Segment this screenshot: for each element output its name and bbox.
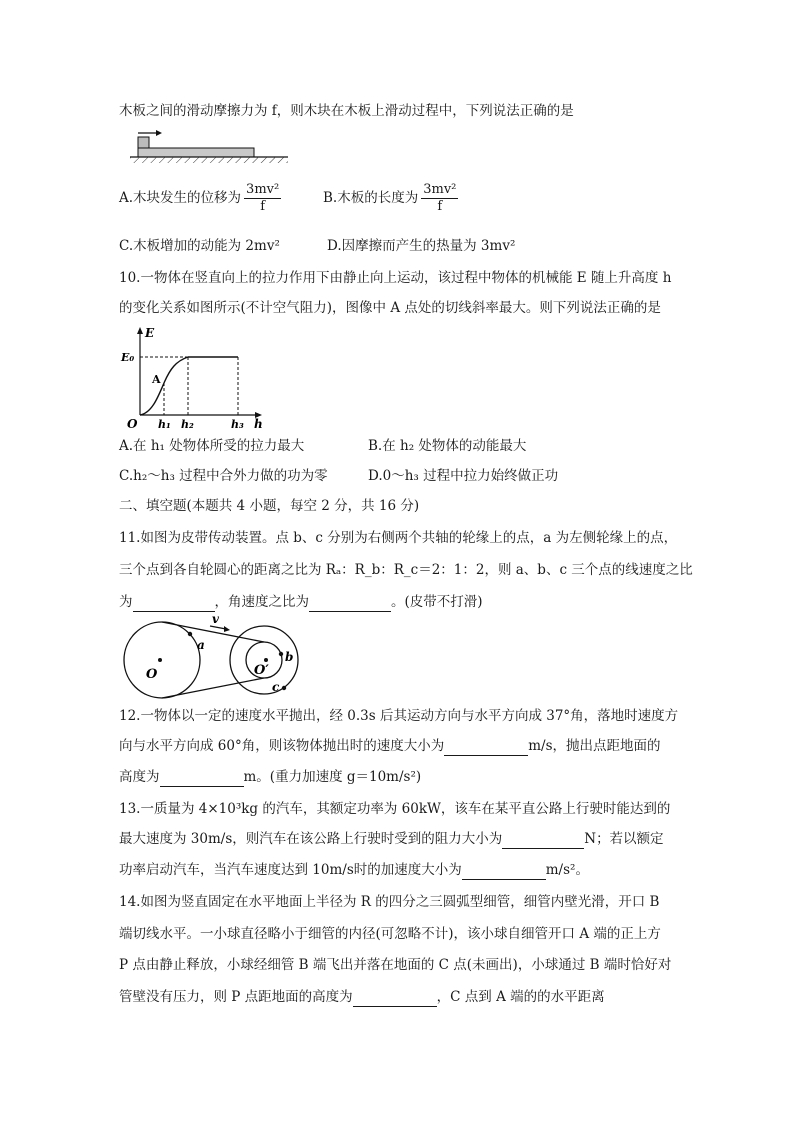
q12-stem-line1: 12.一物体以一定的速度水平抛出，经 0.3s 后其运动方向与水平方向成 37°角，落地时速度方 bbox=[119, 708, 679, 724]
left-center-label: O bbox=[146, 667, 158, 682]
origin-label: O bbox=[127, 417, 138, 431]
q9-option-b: B.木板的长度为 $\frac{\text{3mv²}}{f}$ bbox=[323, 182, 457, 214]
point-c-label: c bbox=[272, 680, 280, 694]
point-a-label: a bbox=[197, 638, 205, 652]
ground-hatch bbox=[130, 157, 288, 163]
answer-blank bbox=[309, 595, 391, 612]
section-2-heading: 二、填空题(本题共 4 小题，每空 2 分，共 16 分) bbox=[119, 498, 420, 514]
y-axis-label: E bbox=[145, 326, 155, 340]
answer-blank bbox=[353, 990, 437, 1007]
velocity-arrowhead-icon bbox=[156, 130, 162, 136]
h1-label: h₁ bbox=[158, 418, 171, 431]
q12-stem-line3: 高度为 m。(重力加速度 g＝10m/s²) bbox=[119, 769, 422, 785]
q9-stem-end: 木板之间的滑动摩擦力为 f，则木块在木板上滑动过程中，下列说法正确的是 bbox=[119, 103, 574, 119]
right-center-dot bbox=[264, 658, 268, 662]
belt-velocity-arrow bbox=[210, 626, 226, 629]
q9-option-d: D.因摩擦而产生的热量为 3mv² bbox=[327, 238, 516, 254]
q11-stem-line3: 为 ，角速度之比为 。(皮带不打滑) bbox=[119, 594, 483, 610]
board bbox=[138, 148, 254, 157]
q13-stem-line2: 最大速度为 30m/s，则汽车在该公路上行驶时受到的阻力大小为 N；若以额定 bbox=[119, 831, 664, 847]
v-label: v bbox=[212, 612, 219, 626]
q9-option-c: C.木板增加的动能为 2mv² bbox=[119, 238, 280, 254]
fraction: $\frac{\text{3mv²}}{f}$ bbox=[423, 182, 457, 214]
q13-stem-line1: 13.一质量为 4×10³kg 的汽车，其额定功率为 60kW，该车在某平直公路上行驶时能达到的 bbox=[119, 801, 671, 817]
q10-option-c: C.h₂～h₃ 过程中合外力做的功为零 bbox=[119, 468, 328, 484]
q13-stem-line3: 功率启动汽车，当汽车速度达到 10m/s时的加速度大小为 m/s²。 bbox=[119, 862, 589, 878]
q11-stem-line1: 11.如图为皮带传动装置。点 b、c 分别为右侧两个共轴的轮缘上的点，a 为左侧轮缘上的点， bbox=[119, 530, 678, 546]
q14-stem-line2: 端切线水平。一小球直径略小于细管的内径(可忽略不计)，该小球自细管开口 A 端的正上方 bbox=[119, 926, 661, 942]
q10-option-a: A.在 h₁ 处物体所受的拉力最大 bbox=[119, 438, 305, 454]
q14-stem-line1: 14.如图为竖直固定在水平地面上半径为 R 的四分之三圆弧型细管，细管内壁光滑，开口 B bbox=[119, 894, 660, 910]
e0-label: E₀ bbox=[121, 351, 135, 364]
belt-bottom bbox=[162, 678, 264, 698]
y-axis-arrow-icon bbox=[137, 327, 143, 334]
q10-energy-height-graph bbox=[118, 325, 268, 433]
right-center-label: O′ bbox=[254, 663, 269, 678]
q12-stem-line2: 向与水平方向成 60°角，则该物体抛出时的速度大小为 m/s，抛出点距地面的 bbox=[119, 738, 661, 754]
point-c-dot bbox=[282, 686, 286, 690]
q10-stem-line1: 10.一物体在竖直向上的拉力作用下由静止向上运动，该过程中物体的机械能 E 随上升高度 h bbox=[119, 270, 672, 286]
q14-stem-line3: P 点由静止释放，小球经细管 B 端飞出并落在地面的 C 点(未画出)，小球通过 B 端时恰好对 bbox=[119, 957, 672, 973]
belt-arrowhead-icon bbox=[224, 626, 230, 632]
fraction: $\frac{\text{3mv²}}{f}$ bbox=[246, 182, 280, 214]
point-b-dot bbox=[279, 652, 283, 656]
q10-stem-line2: 的变化关系如图所示(不计空气阻力)，图像中 A 点处的切线斜率最大。则下列说法正确的是 bbox=[119, 300, 661, 316]
h3-label: h₃ bbox=[231, 418, 244, 431]
q9-option-a: A.木块发生的位移为 $\frac{\text{3mv²}}{f}$ bbox=[119, 182, 280, 214]
x-axis-label: h bbox=[254, 417, 263, 431]
h2-label: h₂ bbox=[181, 418, 194, 431]
point-b-label: b bbox=[285, 650, 294, 664]
answer-blank bbox=[133, 595, 215, 612]
answer-blank bbox=[462, 863, 546, 880]
block bbox=[138, 137, 149, 148]
q10-option-b: B.在 h₂ 处物体的动能最大 bbox=[368, 438, 527, 454]
answer-blank bbox=[160, 770, 244, 787]
q9-block-board-figure bbox=[128, 126, 294, 166]
left-center-dot bbox=[158, 658, 162, 662]
q11-stem-line2: 三个点到各自轮圆心的距离之比为 Rₐ：R_b：R_c＝2：1：2，则 a、b、c 三个点的线速度之比 bbox=[119, 562, 693, 578]
answer-blank bbox=[444, 739, 528, 756]
q11-belt-drive-figure bbox=[118, 612, 308, 702]
q10-option-d: D.0～h₃ 过程中拉力始终做正功 bbox=[368, 468, 559, 484]
answer-blank bbox=[502, 832, 584, 849]
q14-stem-line4: 管壁没有压力，则 P 点距地面的高度为 ，C 点到 A 端的的水平距离 bbox=[119, 989, 605, 1005]
point-a-dot bbox=[188, 632, 192, 636]
point-a-label: A bbox=[152, 373, 161, 386]
